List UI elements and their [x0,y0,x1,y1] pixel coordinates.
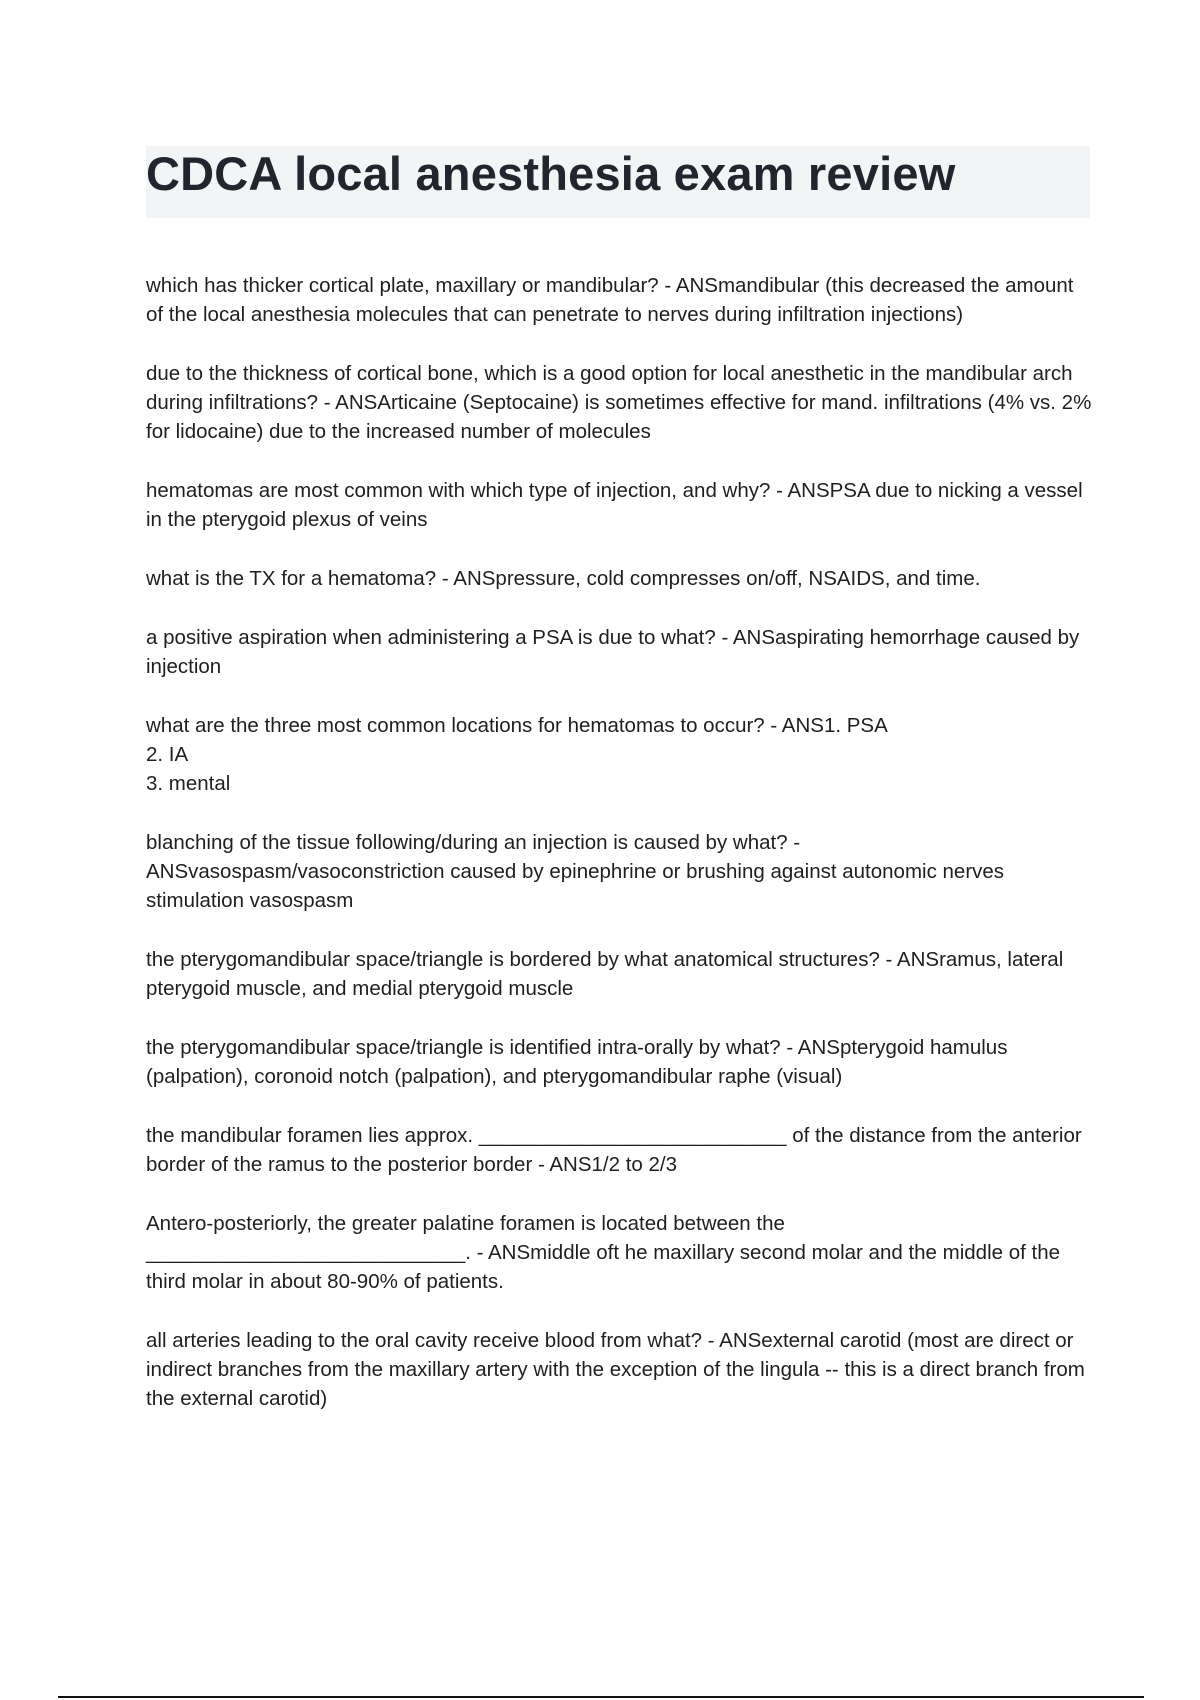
qa-entry: Antero-posteriorly, the greater palatine foramen is located between the ____________________________. - ANSmiddle oft he maxillary second molar and the middle of the third molar in about 80-90% of patients. [146,1212,1061,1293]
qa-entry: the pterygomandibular space/triangle is identified intra-orally by what? - ANSpterygoid hamulus (palpation), coronoid notch (palpation), and pterygomandibular raphe (visual) [146,1036,1008,1088]
document-title: CDCA local anesthesia exam review [146,147,956,200]
qa-entry: what is the TX for a hematoma? - ANSpressure, cold compresses on/off, NSAIDS, and time. [146,567,981,590]
qa-entry: hematomas are most common with which type of injection, and why? - ANSPSA due to nicking a vessel in the pterygoid plexus of veins [146,479,1083,531]
qa-entry: a positive aspiration when administering a PSA is due to what? - ANSaspirating hemorrhage caused by injection [146,626,1080,678]
qa-entry: blanching of the tissue following/during an injection is caused by what? - ANSvasospasm/vasoconstriction caused by epinephrine or brushing against autonomic nerves stimulation vasospasm [146,831,1005,912]
qa-entry: all arteries leading to the oral cavity receive blood from what? - ANSexternal carotid (most are direct or indirect branches from the maxillary artery with the exception of the lingula -- this is a direct branch from the external carotid) [146,1329,1085,1410]
qa-entry: what are the three most common locations for hematomas to occur? - ANS1. PSA 2. IA 3. mental [146,714,888,795]
qa-list [146,271,1096,1443]
qa-entry: due to the thickness of cortical bone, which is a good option for local anesthetic in the mandibular arch during infiltrations? - ANSArticaine (Septocaine) is sometimes effective for mand. infiltrations (4% vs. 2% for lidocaine) due to the increased number of molecules [146,362,1092,443]
qa-entry: the pterygomandibular space/triangle is bordered by what anatomical structures? - ANSramus, lateral pterygoid muscle, and medial pterygoid muscle [146,948,1064,1000]
page-bottom-divider [58,1696,1144,1698]
qa-entry: which has thicker cortical plate, maxillary or mandibular? - ANSmandibular (this decreased the amount of the local anesthesia molecules that can penetrate to nerves during infiltration injections) [146,274,1074,326]
qa-entry: the mandibular foramen lies approx. ___________________________ of the distance from the anterior border of the ramus to the posterior border - ANS1/2 to 2/3 [146,1124,1082,1176]
